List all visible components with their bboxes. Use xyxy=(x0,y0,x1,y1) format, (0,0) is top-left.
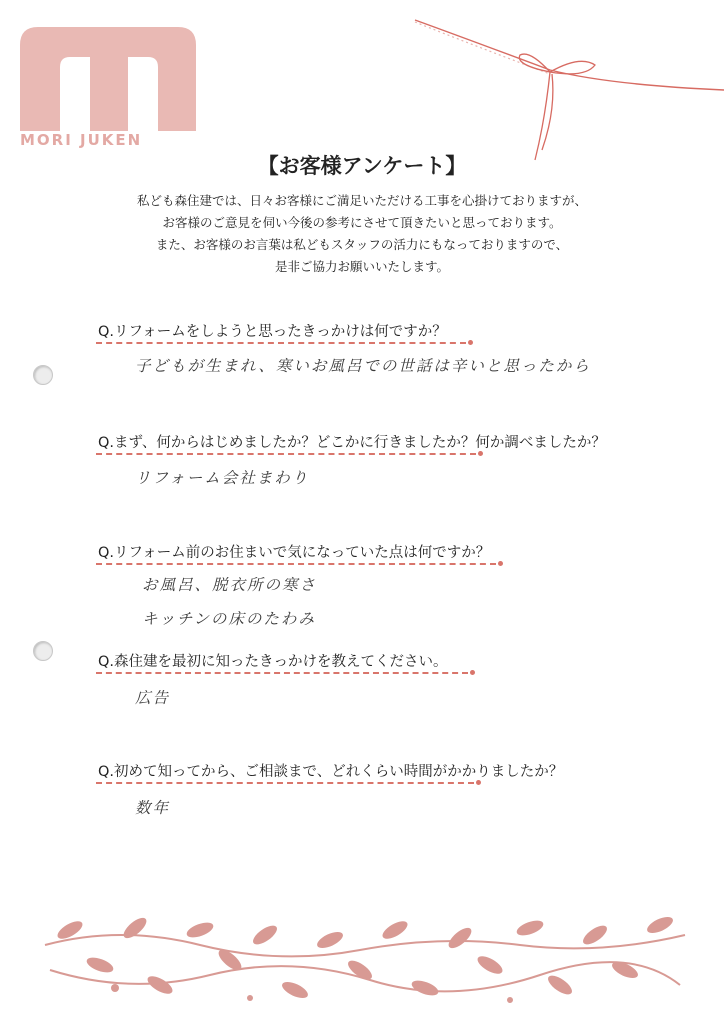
underline-end-dot xyxy=(498,561,503,566)
intro-text xyxy=(60,190,664,278)
underline-end-dot xyxy=(476,780,481,785)
intro-line: また、お客様のお言葉は私どもスタッフの活力にもなっておりますので、 xyxy=(155,237,569,252)
intro-line: 是非ご協力お願いいたします。 xyxy=(274,259,449,274)
question-underline xyxy=(96,672,468,674)
question-underline xyxy=(96,342,466,344)
question-4: Q.森住建を最初に知ったきっかけを教えてください。 xyxy=(98,654,448,670)
answer-1: 子どもが生まれ、寒いお風呂での世話は辛いと思ったから xyxy=(135,357,591,375)
mori-juken-logo xyxy=(20,27,196,151)
answer-3b: キッチンの床のたわみ xyxy=(142,610,316,628)
answer-4: 広告 xyxy=(135,689,171,707)
question-2: Q.まず、何からはじめましたか？どこかに行きましたか？何か調べましたか？ xyxy=(98,435,606,451)
logo-text: MORI JUKEN xyxy=(20,131,143,149)
intro-line: 私ども森住建では、日々お客様にご満足いただける工事を心掛けておりますが、 xyxy=(136,193,587,208)
answer-3a: お風呂、脱衣所の寒さ xyxy=(142,576,318,594)
ribbon-bow-decoration xyxy=(410,10,724,170)
binder-hole xyxy=(33,365,53,385)
leaf-vine-decoration xyxy=(40,900,690,1010)
answer-2: リフォーム会社まわり xyxy=(135,469,310,487)
underline-end-dot xyxy=(470,670,475,675)
underline-end-dot xyxy=(478,451,483,456)
underline-end-dot xyxy=(468,340,473,345)
question-underline xyxy=(96,782,474,784)
answer-5: 数年 xyxy=(135,799,171,817)
question-5: Q.初めて知ってから、ご相談まで、どれくらい時間がかかりましたか？ xyxy=(98,764,564,780)
page-title: 【お客様アンケート】 xyxy=(257,154,467,178)
question-underline xyxy=(96,563,496,565)
question-underline xyxy=(96,453,476,455)
binder-hole xyxy=(33,641,53,661)
intro-line: お客様のご意見を伺い今後の参考にさせて頂きたいと思っております。 xyxy=(162,215,562,230)
question-3: Q.リフォーム前のお住まいで気になっていた点は何ですか？ xyxy=(98,545,491,561)
question-1: Q.リフォームをしようと思ったきっかけは何ですか？ xyxy=(98,324,447,340)
